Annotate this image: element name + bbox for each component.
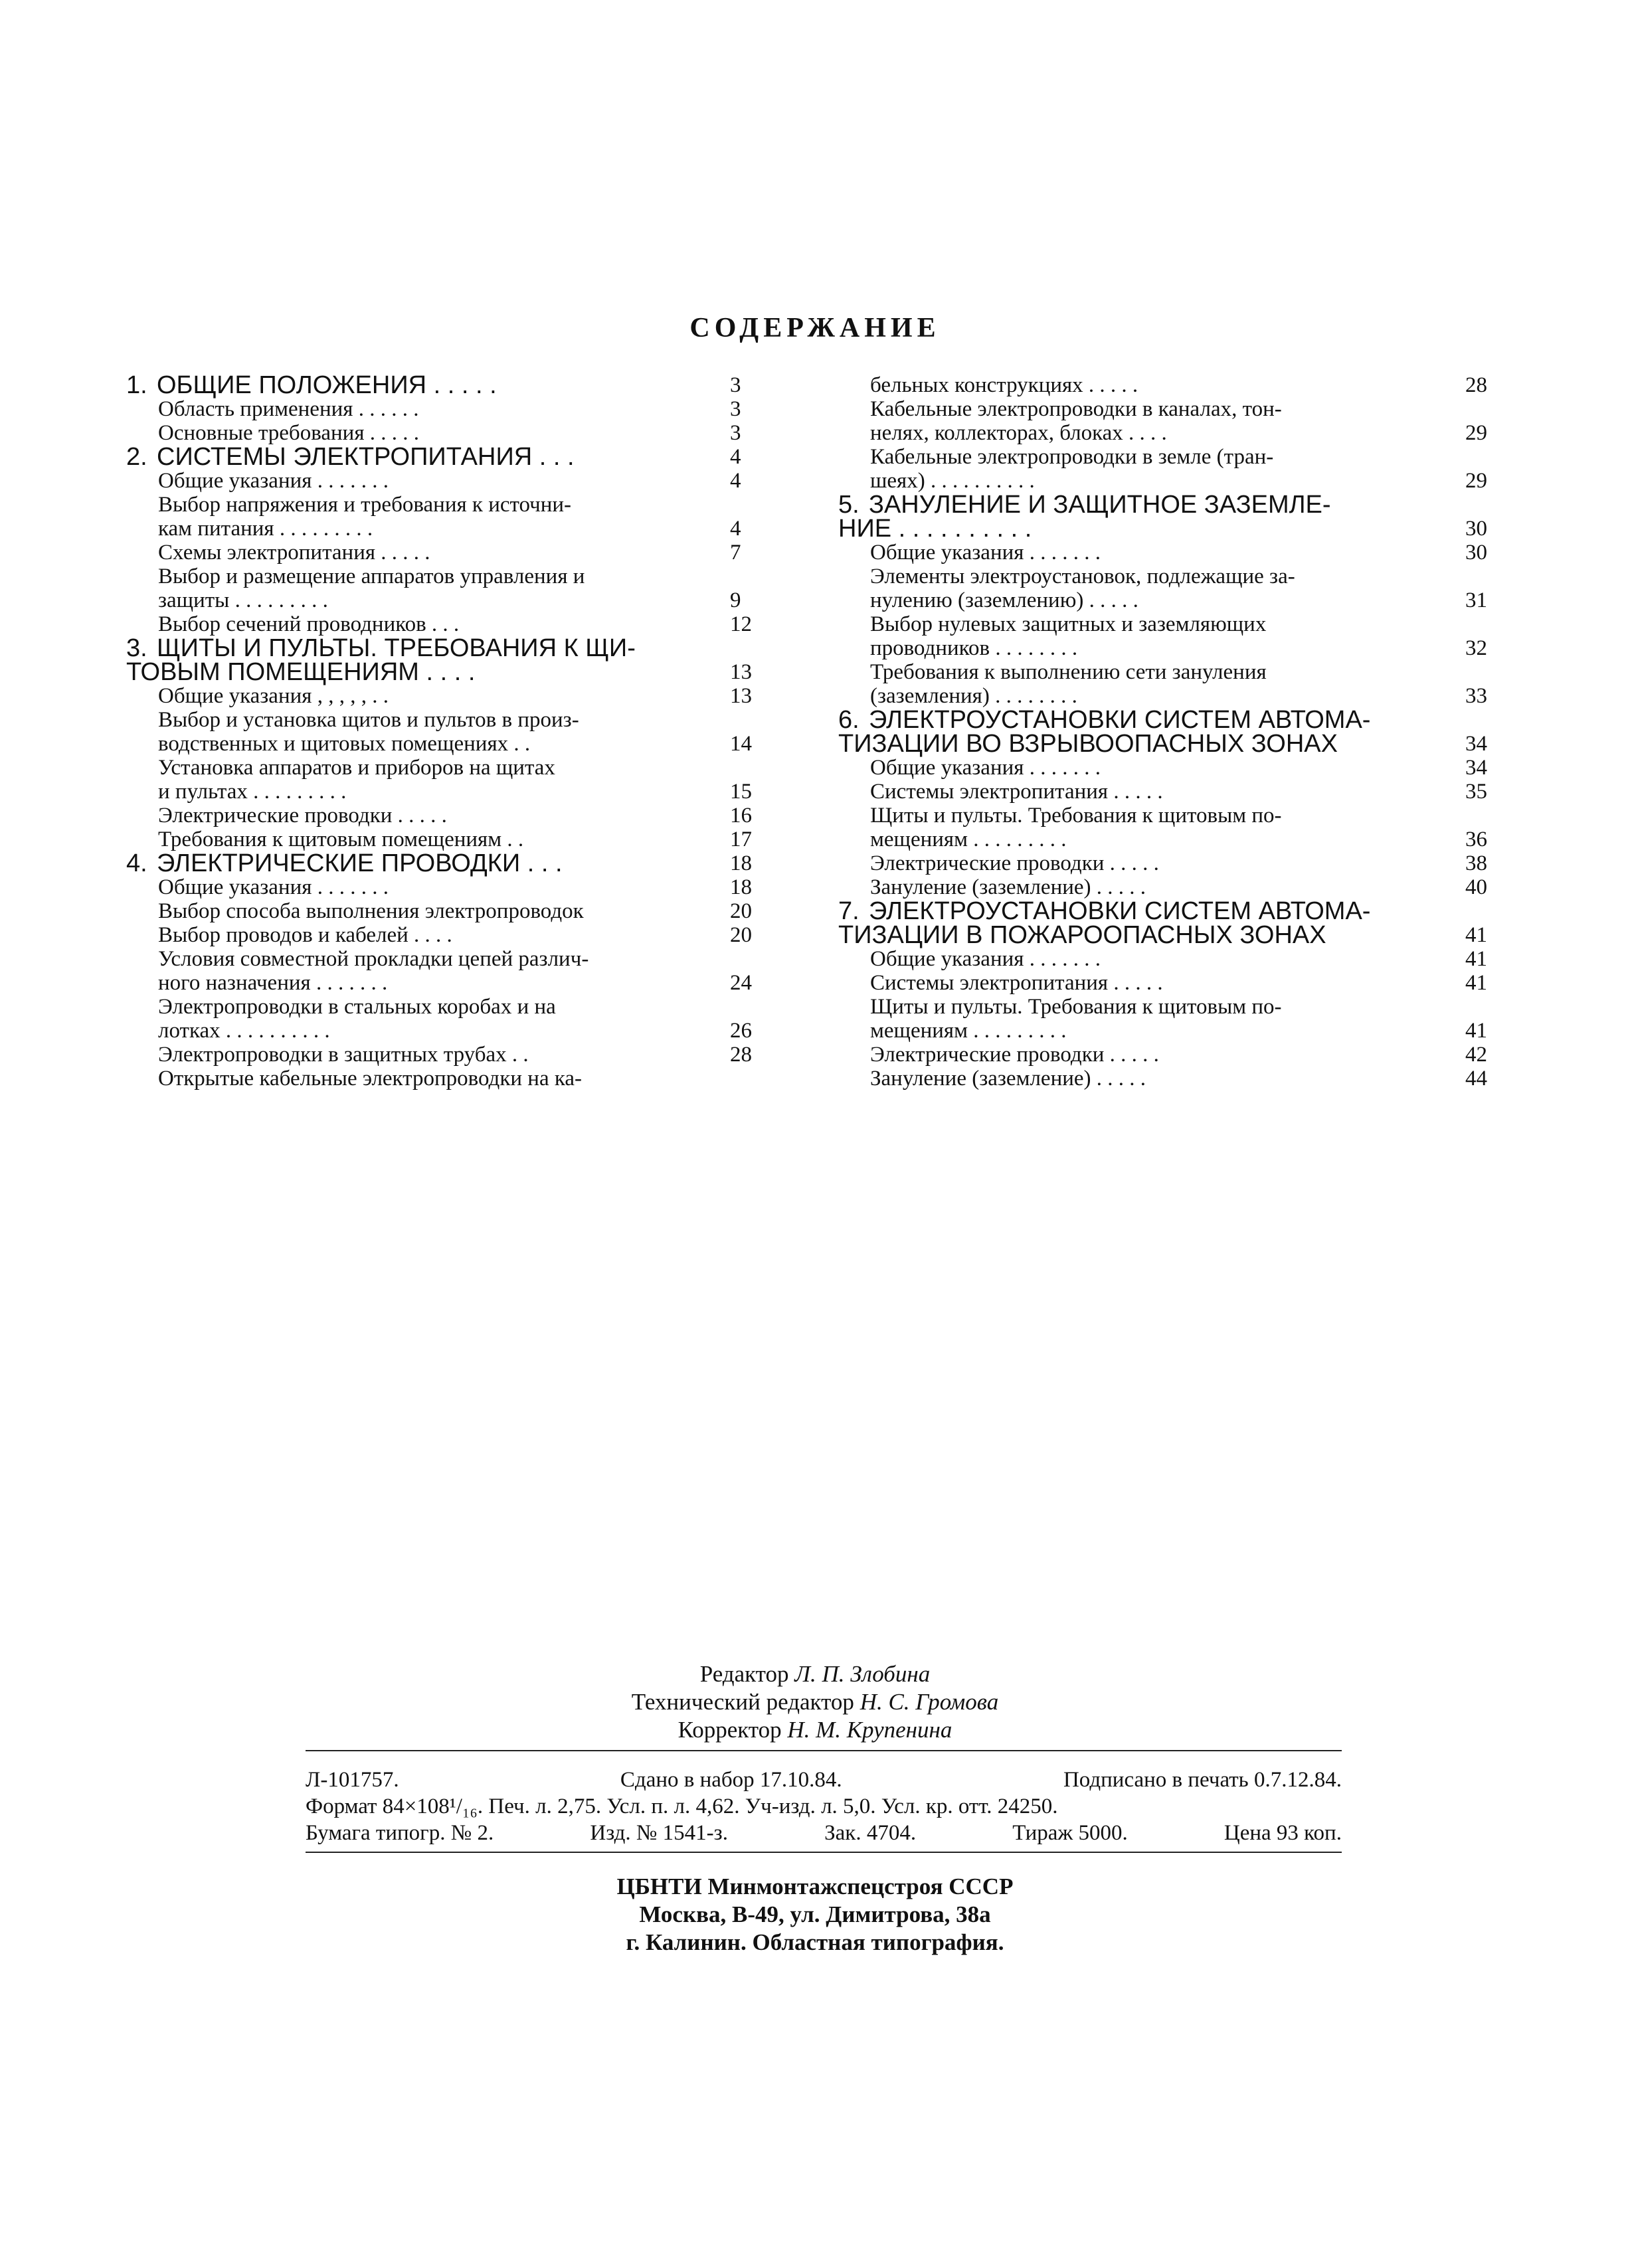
toc-entry-label	[126, 612, 707, 636]
toc-entry-label	[126, 373, 707, 397]
publishing-info	[306, 1767, 1342, 1846]
top-divider	[306, 1750, 1342, 1751]
toc-entry-label	[126, 445, 707, 469]
toc-entry-label	[126, 756, 707, 804]
toc-entry-label	[126, 875, 707, 899]
publishing-line	[306, 1820, 1342, 1846]
toc-page-number: 14	[730, 732, 752, 756]
credits-block	[0, 1660, 1630, 1744]
toc-entry-text: Системы электропитания . . . . .	[870, 780, 1163, 804]
toc-section	[126, 445, 767, 469]
toc-entry-label	[838, 851, 1443, 875]
toc-entry-text: ЭЛЕКТРИЧЕСКИЕ ПРОВОДКИ . . .	[157, 849, 563, 877]
toc-entry	[838, 373, 1502, 397]
toc-entry	[126, 684, 767, 708]
toc-entry-text: Основные требования . . . . .	[158, 421, 420, 445]
toc-entry-label	[838, 899, 1443, 947]
toc-entry-text: бельных конструкциях . . . . .	[870, 373, 1138, 397]
toc-entry-label	[838, 708, 1443, 756]
toc-entry-label	[838, 875, 1443, 899]
toc-entry-label	[126, 851, 707, 875]
toc-page-number: 3	[730, 397, 741, 421]
toc-entry-text: Выбор сечений проводников . . .	[158, 612, 460, 636]
publishing-field: Сдано в набор 17.10.84.	[620, 1768, 842, 1792]
toc-entry	[838, 804, 1502, 851]
toc-entry-label	[126, 469, 707, 493]
toc-entry-label	[838, 565, 1443, 612]
toc-entry	[838, 445, 1502, 493]
toc-page-number: 12	[730, 612, 752, 636]
toc-entry-text: Общие указания . . . . . . .	[870, 756, 1101, 780]
toc-page-number: 42	[1465, 1043, 1487, 1067]
toc-page-number: 38	[1465, 851, 1487, 875]
toc-page-number: 4	[730, 445, 741, 469]
toc-entry	[126, 947, 767, 995]
toc-entry-label	[838, 780, 1443, 804]
toc-entry-text: Щиты и пульты. Требования к щитовым по- мещениям . . . . . . . . .	[870, 995, 1282, 1043]
toc-entry-label	[126, 397, 707, 421]
toc-entry	[126, 923, 767, 947]
toc-entry-label	[126, 947, 707, 995]
press-line: Москва, В-49, ул. Димитрова, 38а	[639, 1901, 991, 1927]
toc-entry	[838, 971, 1502, 995]
toc-page-number: 17	[730, 828, 752, 851]
toc-page-number: 41	[1465, 947, 1487, 971]
toc-page-number: 3	[730, 421, 741, 445]
credit-name: Н. С. Громова	[860, 1689, 999, 1715]
toc-page-number: 24	[730, 971, 752, 995]
press-line: ЦБНТИ Минмонтажспецстроя СССР	[616, 1874, 1014, 1899]
section-number: 1.	[126, 371, 147, 399]
toc-entry-label	[126, 995, 707, 1043]
toc-entry-text: Выбор способа выполнения электропроводок	[158, 899, 584, 923]
toc-entry	[126, 565, 767, 612]
toc-page-number: 44	[1465, 1067, 1487, 1090]
toc-entry-label	[126, 541, 707, 565]
toc-page-number: 36	[1465, 828, 1487, 851]
toc-entry-text: Кабельные электропроводки в каналах, тон- нелях, коллекторах, блоках . . . .	[870, 397, 1282, 445]
toc-entry-text: Выбор нулевых защитных и заземляющих проводников . . . . . . . .	[870, 612, 1267, 660]
toc-entry-text: Зануление (заземление) . . . . .	[870, 875, 1146, 899]
toc-page-number: 41	[1465, 1019, 1487, 1043]
publishing-field: Цена 93 коп.	[1223, 1821, 1342, 1845]
toc-page-number: 34	[1465, 756, 1487, 780]
toc-page-number: 20	[730, 923, 752, 947]
toc-entry-text: Общие указания . . . . . . .	[158, 875, 389, 899]
toc-left-column	[126, 373, 767, 1090]
toc-entry-text: Кабельные электропроводки в земле (тран- шеях) . . . . . . . . . .	[870, 445, 1274, 493]
toc-section	[838, 493, 1502, 541]
toc-entry-text: ЭЛЕКТРОУСТАНОВКИ СИСТЕМ АВТОМА- ТИЗАЦИИ ВО ВЗРЫВООПАСНЫХ ЗОНАХ	[838, 706, 1371, 758]
toc-page-number: 41	[1465, 971, 1487, 995]
toc-entry-text: ОБЩИЕ ПОЛОЖЕНИЯ . . . . .	[157, 371, 497, 399]
toc-entry	[838, 1067, 1502, 1090]
section-number: 7.	[838, 897, 860, 925]
toc-entry-label	[126, 828, 707, 851]
credit-line	[0, 1660, 1630, 1688]
toc-section	[126, 636, 767, 684]
toc-entry-label	[838, 660, 1443, 708]
toc-page-number: 30	[1465, 517, 1487, 541]
toc-entry	[126, 1043, 767, 1067]
toc-page-number: 4	[730, 469, 741, 493]
credit-line	[0, 1716, 1630, 1744]
toc-entry	[126, 612, 767, 636]
toc-entry-label	[838, 541, 1443, 565]
toc-entry	[126, 756, 767, 804]
toc-entry-text: Электрические проводки . . . . .	[870, 851, 1159, 875]
toc-entry-text: Открытые кабельные электропроводки на ка-	[158, 1067, 583, 1090]
toc-page-number: 13	[730, 660, 752, 684]
toc-entry-text: ЗАНУЛЕНИЕ И ЗАЩИТНОЕ ЗАЗЕМЛЕ- НИЕ . . . . . . . . . .	[838, 491, 1331, 543]
publishing-field: Л-101757.	[306, 1768, 399, 1792]
press-info	[0, 1873, 1630, 1957]
toc-page-number: 16	[730, 804, 752, 828]
toc-entry-text: Схемы электропитания . . . . .	[158, 541, 430, 565]
toc-section	[126, 851, 767, 875]
toc-entry-text: ЭЛЕКТРОУСТАНОВКИ СИСТЕМ АВТОМА- ТИЗАЦИИ В ПОЖАРООПАСНЫХ ЗОНАХ	[838, 897, 1371, 949]
toc-entry-text: ЩИТЫ И ПУЛЬТЫ. ТРЕБОВАНИЯ К ЩИ- ТОВЫМ ПОМЕЩЕНИЯМ . . . .	[126, 634, 636, 686]
toc-entry-text: СИСТЕМЫ ЭЛЕКТРОПИТАНИЯ . . .	[157, 443, 575, 471]
toc-entry	[126, 421, 767, 445]
toc-entry-label	[126, 899, 707, 923]
section-number: 2.	[126, 443, 147, 471]
toc-entry-label	[838, 971, 1443, 995]
toc-entry-text: Требования к выполнению сети зануления (заземления) . . . . . . . .	[870, 660, 1267, 708]
toc-entry-text: Область применения . . . . . .	[158, 397, 419, 421]
toc-page-number: 7	[730, 541, 741, 565]
toc-entry-label	[838, 1043, 1443, 1067]
toc-entry-label	[838, 1067, 1443, 1090]
toc-entry-text: Общие указания , , , , , . .	[158, 684, 389, 708]
toc-entry-label	[838, 756, 1443, 780]
credit-role: Корректор	[678, 1717, 782, 1743]
toc-entry-label	[838, 493, 1443, 541]
toc-page-number: 18	[730, 875, 752, 899]
toc-entry-text: Выбор и размещение аппаратов управления и защиты . . . . . . . . .	[158, 565, 585, 612]
toc-entry-label	[838, 373, 1443, 397]
toc-entry-label	[838, 804, 1443, 851]
toc-page-number: 3	[730, 373, 741, 397]
toc-page-number: 26	[730, 1019, 752, 1043]
toc-entry	[838, 397, 1502, 445]
section-number: 3.	[126, 634, 147, 662]
toc-entry-label	[838, 612, 1443, 660]
toc-entry-label	[126, 1067, 707, 1090]
toc-entry	[126, 995, 767, 1043]
toc-entry	[126, 828, 767, 851]
toc-section	[838, 899, 1502, 947]
publishing-field: Зак. 4704.	[824, 1821, 917, 1845]
toc-entry-text: Общие указания . . . . . . .	[870, 947, 1101, 971]
toc-page-number: 4	[730, 517, 741, 541]
toc-entry	[126, 469, 767, 493]
bottom-divider	[306, 1852, 1342, 1853]
toc-entry-label	[838, 995, 1443, 1043]
toc-page-number: 32	[1465, 636, 1487, 660]
page-title: СОДЕРЖАНИЕ	[689, 313, 941, 343]
toc-entry-label	[126, 684, 707, 708]
toc-entry-text: Системы электропитания . . . . .	[870, 971, 1163, 995]
toc-entry	[838, 565, 1502, 612]
press-line: г. Калинин. Областная типография.	[626, 1929, 1004, 1955]
section-number: 4.	[126, 849, 147, 877]
toc-entry	[126, 397, 767, 421]
toc-entry-label	[838, 947, 1443, 971]
toc-page-number: 28	[1465, 373, 1487, 397]
toc-entry-text: Общие указания . . . . . . .	[158, 469, 389, 493]
toc-entry-label	[126, 421, 707, 445]
credit-line	[0, 1688, 1630, 1716]
toc-entry-label	[126, 493, 707, 541]
toc-entry	[838, 660, 1502, 708]
toc-entry-label	[838, 397, 1443, 445]
credit-name: Н. М. Крупенина	[787, 1717, 952, 1743]
toc-entry	[126, 899, 767, 923]
toc-entry-text: Требования к щитовым помещениям . .	[158, 828, 524, 851]
toc-entry	[838, 756, 1502, 780]
toc-page-number: 13	[730, 684, 752, 708]
toc-page-number: 29	[1465, 469, 1487, 493]
toc-entry-label	[126, 1043, 707, 1067]
toc-entry-text: Элементы электроустановок, подлежащие за- нулению (заземлению) . . . . .	[870, 565, 1295, 612]
toc-entry	[838, 612, 1502, 660]
toc-entry-text: Общие указания . . . . . . .	[870, 541, 1101, 565]
section-number: 5.	[838, 491, 860, 519]
toc-entry	[126, 804, 767, 828]
toc-page-number: 9	[730, 588, 741, 612]
toc-entry	[838, 1043, 1502, 1067]
toc-entry	[126, 1067, 767, 1090]
toc-entry-text: Выбор напряжения и требования к источни- кам питания . . . . . . . . .	[158, 493, 572, 541]
toc-page-number: 29	[1465, 421, 1487, 445]
toc-entry-text: Установка аппаратов и приборов на щитах и пультах . . . . . . . . .	[158, 756, 555, 804]
toc-page-number: 40	[1465, 875, 1487, 899]
credit-name: Л. П. Злобина	[794, 1661, 931, 1687]
toc-entry-text: Электропроводки в защитных трубах . .	[158, 1043, 529, 1067]
toc-page-number: 28	[730, 1043, 752, 1067]
toc-entry	[838, 541, 1502, 565]
toc-page-number: 15	[730, 780, 752, 804]
toc-page-number: 20	[730, 899, 752, 923]
toc-entry-label	[126, 636, 707, 684]
toc-entry	[126, 875, 767, 899]
toc-entry	[126, 708, 767, 756]
publishing-field: Бумага типогр. № 2.	[306, 1821, 494, 1845]
toc-entry-label	[126, 804, 707, 828]
toc-entry-text: Электрические проводки . . . . .	[158, 804, 447, 828]
toc-entry-text: Выбор и установка щитов и пультов в произ- водственных и щитовых помещениях . .	[158, 708, 579, 756]
toc-entry	[838, 995, 1502, 1043]
toc-entry-label	[838, 445, 1443, 493]
publishing-line	[306, 1767, 1342, 1793]
toc-page-number: 30	[1465, 541, 1487, 565]
toc-entry	[126, 493, 767, 541]
publishing-line	[306, 1793, 1342, 1820]
toc-page-number: 35	[1465, 780, 1487, 804]
toc-entry	[838, 851, 1502, 875]
toc-entry-label	[126, 565, 707, 612]
publishing-field: Тираж 5000.	[1012, 1821, 1128, 1845]
toc-entry-label	[126, 923, 707, 947]
toc-entry-text: Условия совместной прокладки цепей различ- ного назначения . . . . . . .	[158, 947, 589, 995]
toc-entry	[838, 875, 1502, 899]
toc-entry	[838, 780, 1502, 804]
publishing-field: Формат 84×108¹/₁₆. Печ. л. 2,75. Усл. п. л. 4,62. Уч-изд. л. 5,0. Усл. кр. отт. 24250.	[306, 1794, 1058, 1818]
section-number: 6.	[838, 706, 860, 734]
toc-page-number: 31	[1465, 588, 1487, 612]
toc-section	[126, 373, 767, 397]
toc-entry	[838, 947, 1502, 971]
toc-entry-text: Зануление (заземление) . . . . .	[870, 1067, 1146, 1090]
toc-entry-text: Выбор проводов и кабелей . . . .	[158, 923, 452, 947]
toc-right-column	[838, 373, 1502, 1090]
toc-section	[838, 708, 1502, 756]
toc-page-number: 33	[1465, 684, 1487, 708]
toc-entry	[126, 541, 767, 565]
publishing-field: Изд. № 1541-з.	[590, 1821, 728, 1845]
toc-entry-text: Электрические проводки . . . . .	[870, 1043, 1159, 1067]
toc-entry-label	[126, 708, 707, 756]
credit-role: Технический редактор	[631, 1689, 854, 1715]
toc-page-number: 18	[730, 851, 752, 875]
toc-page-number: 34	[1465, 732, 1487, 756]
toc-entry-text: Щиты и пульты. Требования к щитовым по- мещениям . . . . . . . . .	[870, 804, 1282, 851]
toc-entry-text: Электропроводки в стальных коробах и на лотках . . . . . . . . . .	[158, 995, 556, 1043]
publishing-field: Подписано в печать 0.7.12.84.	[1063, 1768, 1342, 1792]
credit-role: Редактор	[699, 1661, 789, 1687]
toc-page-number: 41	[1465, 923, 1487, 947]
